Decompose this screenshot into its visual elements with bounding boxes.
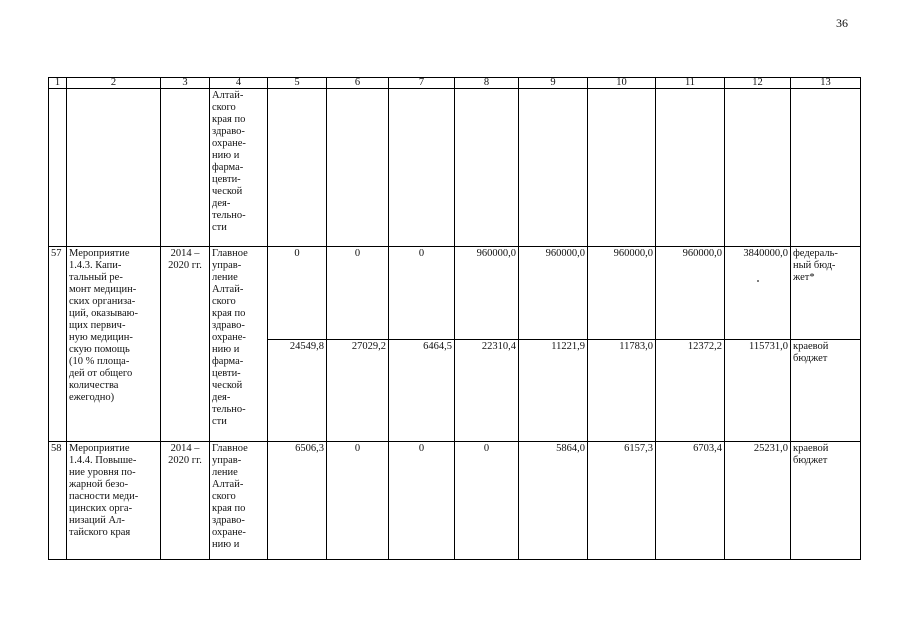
amount-cell: 0: [389, 442, 455, 560]
amount-cell: 0: [389, 247, 455, 340]
executor-cell: Главное управ- ление Алтай- ского края по здраво- охране- нию и фарма- цевти- ческой дея- тельно- сти: [210, 247, 268, 442]
column-number: 2: [67, 78, 161, 89]
amount-cell: 6464,5: [389, 340, 455, 442]
amount-cell: 11783,0: [588, 340, 656, 442]
amount-cell: 11221,9: [519, 340, 588, 442]
column-number: 8: [455, 78, 519, 89]
total-cell: 115731,0: [725, 340, 791, 442]
amount-cell: 0: [327, 247, 389, 340]
column-number: 7: [389, 78, 455, 89]
column-number: 3: [161, 78, 210, 89]
funding-source: краевой бюджет: [791, 442, 861, 560]
measure-name: Мероприятие 1.4.3. Капи- тальный ре- монт медицин- ских организа- ций, оказываю- щих первич- ную медицин- скую помощь (10 % площа- дей от общего количества ежегодно): [67, 247, 161, 442]
period-cell: 2014 – 2020 гг.: [161, 247, 210, 442]
total-cell: 25231,0: [725, 442, 791, 560]
amount-cell: 0: [455, 442, 519, 560]
amount-cell: 6157,3: [588, 442, 656, 560]
amount-cell: 960000,0: [519, 247, 588, 340]
period-cell: 2014 – 2020 гг.: [161, 442, 210, 560]
column-number: 6: [327, 78, 389, 89]
amount-cell: 960000,0: [588, 247, 656, 340]
column-number: 13: [791, 78, 861, 89]
column-number: 5: [268, 78, 327, 89]
table-row: [49, 247, 861, 340]
column-number: 12: [725, 78, 791, 89]
executor-cell: Главное управ- ление Алтай- ского края по здраво- охране- нию и: [210, 442, 268, 560]
column-number: 9: [519, 78, 588, 89]
amount-cell: 0: [327, 442, 389, 560]
column-number: 10: [588, 78, 656, 89]
continuation-row: [49, 89, 861, 247]
amount-cell: 960000,0: [455, 247, 519, 340]
funding-source: краевой бюджет: [791, 340, 861, 442]
amount-cell: 27029,2: [327, 340, 389, 442]
amount-cell: 6506,3: [268, 442, 327, 560]
total-cell: 3840000,0: [725, 247, 791, 340]
page-number: 36: [836, 16, 848, 30]
scan-speck: [757, 280, 759, 282]
amount-cell: 22310,4: [455, 340, 519, 442]
column-number: 4: [210, 78, 268, 89]
amount-cell: 12372,2: [656, 340, 725, 442]
column-number: 1: [49, 78, 67, 89]
measure-name: Мероприятие 1.4.4. Повыше- ние уровня по- жарной безо- пасности меди- цинских орга- низаций Ал- тайского края: [67, 442, 161, 560]
executor-cell: Алтай- ского края по здраво- охране- нию и фарма- цевти- ческой дея- тельно- сти: [210, 89, 268, 247]
amount-cell: 960000,0: [656, 247, 725, 340]
row-number: 58: [49, 442, 67, 560]
amount-cell: 5864,0: [519, 442, 588, 560]
amount-cell: 0: [268, 247, 327, 340]
amount-cell: 6703,4: [656, 442, 725, 560]
column-number-row: [49, 78, 861, 89]
column-number: 11: [656, 78, 725, 89]
row-number: 57: [49, 247, 67, 442]
program-table: [48, 77, 861, 560]
table-row: [49, 442, 861, 560]
funding-source: федераль- ный бюд- жет*: [791, 247, 861, 340]
amount-cell: 24549,8: [268, 340, 327, 442]
